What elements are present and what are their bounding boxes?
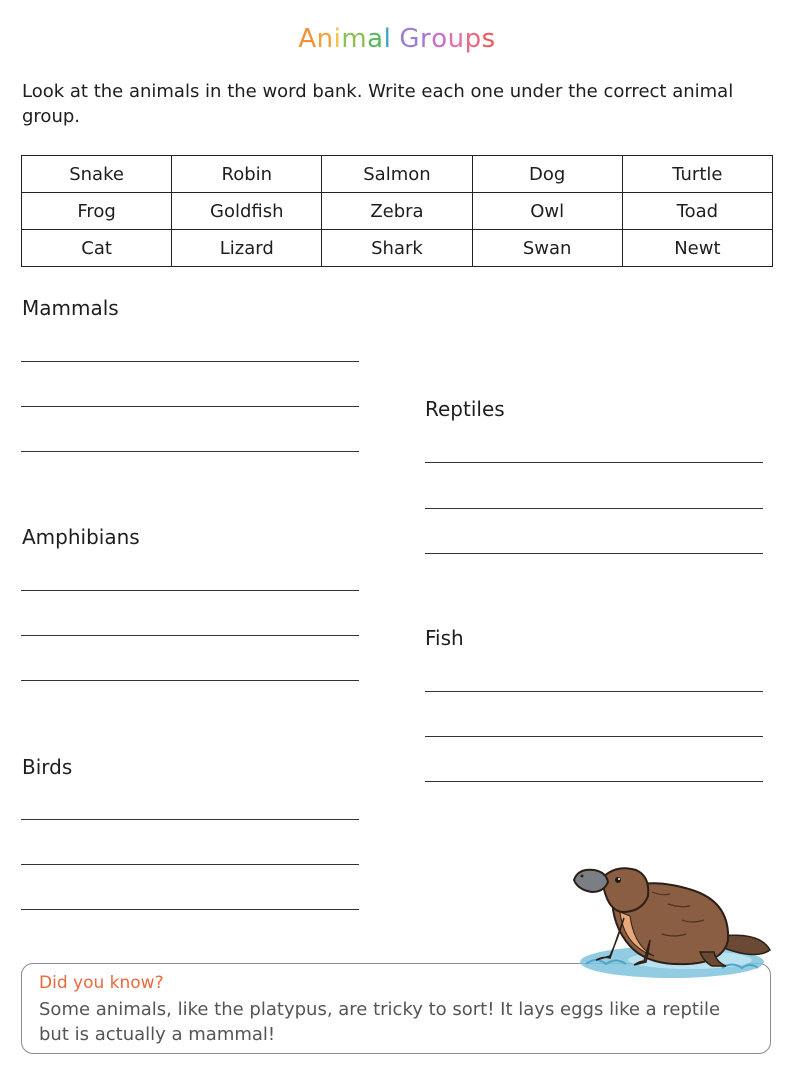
title-letter: a bbox=[367, 24, 384, 54]
title-letter: m bbox=[341, 24, 368, 54]
word-bank-cell: Goldfish bbox=[172, 193, 322, 230]
amphibians-answer-line-1[interactable] bbox=[21, 590, 359, 591]
table-row bbox=[22, 156, 773, 193]
reptiles-answer-line-2[interactable] bbox=[425, 508, 763, 509]
mammals-answer-line-3[interactable] bbox=[21, 451, 359, 452]
fact-title: Did you know? bbox=[39, 973, 164, 993]
word-bank-cell: Cat bbox=[22, 230, 172, 267]
title-letter: p bbox=[464, 24, 482, 54]
word-bank-cell: Salmon bbox=[322, 156, 472, 193]
mammals-answer-line-2[interactable] bbox=[21, 406, 359, 407]
word-bank-cell: Turtle bbox=[622, 156, 772, 193]
word-bank-cell: Lizard bbox=[172, 230, 322, 267]
reptiles-heading: Reptiles bbox=[425, 397, 505, 421]
birds-answer-line-1[interactable] bbox=[21, 819, 359, 820]
word-bank-cell: Snake bbox=[22, 156, 172, 193]
word-bank-cell: Robin bbox=[172, 156, 322, 193]
word-bank-cell: Dog bbox=[472, 156, 622, 193]
word-bank-cell: Frog bbox=[22, 193, 172, 230]
fish-heading: Fish bbox=[425, 626, 464, 650]
table-row bbox=[22, 193, 773, 230]
title-letter: s bbox=[481, 24, 496, 54]
birds-heading: Birds bbox=[22, 755, 73, 779]
word-bank-cell: Owl bbox=[472, 193, 622, 230]
title-letter: r bbox=[420, 24, 432, 54]
title-letter: i bbox=[333, 24, 342, 54]
amphibians-answer-line-2[interactable] bbox=[21, 635, 359, 636]
word-bank-table bbox=[21, 155, 773, 267]
page-title bbox=[0, 24, 794, 54]
word-bank-cell: Swan bbox=[472, 230, 622, 267]
amphibians-answer-line-3[interactable] bbox=[21, 680, 359, 681]
fish-answer-line-2[interactable] bbox=[425, 736, 763, 737]
title-letter: n bbox=[316, 24, 334, 54]
title-letter: G bbox=[399, 24, 420, 54]
title-letter: l bbox=[383, 24, 392, 54]
word-bank-cell: Toad bbox=[622, 193, 772, 230]
word-bank-cell: Zebra bbox=[322, 193, 472, 230]
fact-text: Some animals, like the platypus, are tricky to sort! It lays eggs like a reptile but is actually a mammal! bbox=[39, 999, 721, 1045]
reptiles-answer-line-1[interactable] bbox=[425, 462, 763, 463]
platypus-illustration bbox=[572, 856, 777, 986]
word-bank-cell: Newt bbox=[622, 230, 772, 267]
birds-answer-line-3[interactable] bbox=[21, 909, 359, 910]
mammals-heading: Mammals bbox=[22, 296, 119, 320]
fish-answer-line-1[interactable] bbox=[425, 691, 763, 692]
table-row bbox=[22, 230, 773, 267]
word-bank-cell: Shark bbox=[322, 230, 472, 267]
title-letter: o bbox=[431, 24, 448, 54]
instructions: Look at the animals in the word bank. Write each one under the correct animal group. bbox=[22, 81, 734, 127]
title-letter: u bbox=[447, 24, 465, 54]
fish-answer-line-3[interactable] bbox=[425, 781, 763, 782]
title-letter: A bbox=[298, 24, 317, 54]
amphibians-heading: Amphibians bbox=[22, 525, 140, 549]
mammals-answer-line-1[interactable] bbox=[21, 361, 359, 362]
reptiles-answer-line-3[interactable] bbox=[425, 553, 763, 554]
birds-answer-line-2[interactable] bbox=[21, 864, 359, 865]
